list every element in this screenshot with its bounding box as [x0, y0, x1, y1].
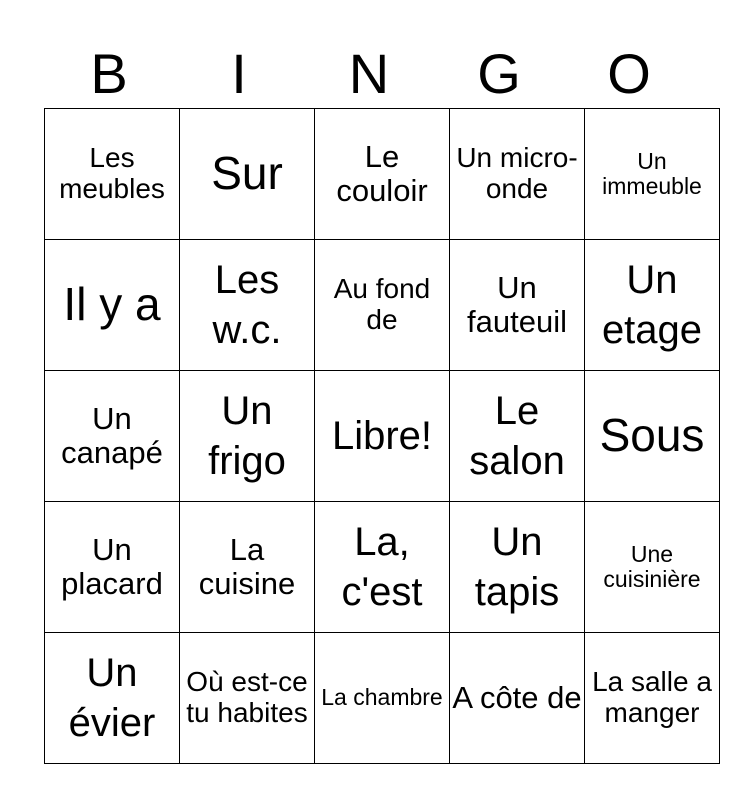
- bingo-cell[interactable]: [180, 371, 315, 502]
- board-row: [45, 633, 720, 764]
- cell-label: Le couloir: [336, 138, 428, 208]
- cell-label: Un frigo: [208, 389, 286, 483]
- bingo-cell[interactable]: [45, 371, 180, 502]
- cell-label: La, c'est: [341, 520, 423, 614]
- board-row: [45, 240, 720, 371]
- cell-label: Où est-ce tu habites: [186, 666, 308, 728]
- header-letter-g: G: [477, 42, 521, 105]
- bingo-cell[interactable]: [585, 633, 720, 764]
- cell-label: La chambre: [321, 684, 443, 711]
- bingo-cell[interactable]: [180, 633, 315, 764]
- header-letter-b: B: [90, 42, 128, 105]
- bingo-cell[interactable]: [180, 502, 315, 633]
- header-letter-i: I: [231, 42, 247, 105]
- cell-label: La cuisine: [198, 531, 296, 601]
- cell-label: Sur: [211, 147, 283, 200]
- bingo-cell[interactable]: [585, 109, 720, 240]
- bingo-cell[interactable]: [45, 633, 180, 764]
- cell-label: Libre!: [331, 414, 433, 458]
- bingo-cell[interactable]: [585, 240, 720, 371]
- bingo-cell[interactable]: [450, 502, 585, 633]
- board-row: [45, 502, 720, 633]
- bingo-board: [44, 108, 720, 764]
- bingo-cell[interactable]: [315, 633, 450, 764]
- bingo-cell[interactable]: [450, 633, 585, 764]
- bingo-cell[interactable]: [315, 371, 450, 502]
- cell-label: Un canapé: [61, 400, 163, 470]
- cell-label: Les w.c.: [212, 258, 282, 352]
- cell-label: Un évier: [68, 651, 156, 745]
- bingo-cell[interactable]: [585, 371, 720, 502]
- cell-label: Un immeuble: [602, 147, 702, 199]
- cell-label: Au fond de: [333, 273, 431, 335]
- cell-label: La salle a manger: [592, 666, 712, 728]
- cell-label: Un etage: [601, 258, 703, 352]
- bingo-cell[interactable]: [450, 109, 585, 240]
- bingo-cell[interactable]: [450, 240, 585, 371]
- bingo-cell[interactable]: [45, 502, 180, 633]
- bingo-cell[interactable]: [450, 371, 585, 502]
- bingo-cell[interactable]: [180, 240, 315, 371]
- cell-label: Le salon: [469, 389, 565, 483]
- bingo-cell[interactable]: [585, 502, 720, 633]
- cell-label: Un micro-onde: [456, 142, 578, 204]
- cell-label: Les meubles: [59, 142, 165, 204]
- cell-label: A côte de: [452, 679, 582, 715]
- cell-label: Un placard: [61, 531, 163, 601]
- board-row: [45, 109, 720, 240]
- cell-label: Une cuisinière: [603, 540, 701, 592]
- bingo-cell[interactable]: [180, 109, 315, 240]
- bingo-cell[interactable]: [45, 109, 180, 240]
- bingo-cell[interactable]: [45, 240, 180, 371]
- cell-label: Un tapis: [474, 520, 560, 614]
- cell-label: Il y a: [63, 278, 161, 331]
- bingo-cell[interactable]: [315, 109, 450, 240]
- header-letter-o: O: [607, 42, 651, 105]
- cell-label: Un fauteuil: [467, 269, 567, 339]
- bingo-cell[interactable]: [315, 240, 450, 371]
- header-letter-n: N: [348, 42, 390, 105]
- bingo-cell[interactable]: [315, 502, 450, 633]
- board-row: [45, 371, 720, 502]
- bingo-header: [44, 40, 694, 108]
- cell-label: Sous: [599, 409, 705, 462]
